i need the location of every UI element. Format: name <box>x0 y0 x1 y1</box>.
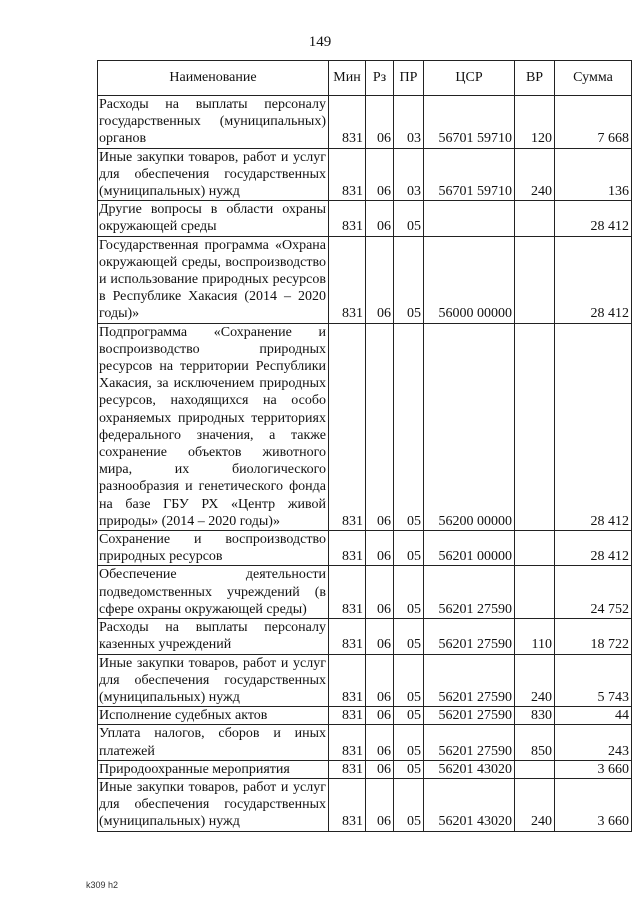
row-vr: 120 <box>515 96 555 149</box>
row-name: Исполнение судебных актов <box>98 707 329 725</box>
table-row <box>98 323 632 530</box>
row-min: 831 <box>329 778 366 831</box>
row-rz: 06 <box>366 531 394 566</box>
row-rz: 06 <box>366 96 394 149</box>
header-sum: Сумма <box>555 61 632 96</box>
row-min: 831 <box>329 201 366 236</box>
row-vr: 240 <box>515 148 555 201</box>
table-row <box>98 96 632 149</box>
row-sum: 24 752 <box>555 566 632 619</box>
row-rz: 06 <box>366 725 394 760</box>
table-header-row <box>98 61 632 96</box>
row-min: 831 <box>329 531 366 566</box>
header-rz: Рз <box>366 61 394 96</box>
row-rz: 06 <box>366 148 394 201</box>
header-min: Мин <box>329 61 366 96</box>
row-csr: 56201 00000 <box>424 531 515 566</box>
row-min: 831 <box>329 566 366 619</box>
row-vr: 240 <box>515 778 555 831</box>
row-vr <box>515 323 555 530</box>
row-name: Сохранение и воспроизводство природных ресурсов <box>98 531 329 566</box>
row-pr: 05 <box>394 760 424 778</box>
row-csr: 56201 43020 <box>424 760 515 778</box>
footer-code: k309 h2 <box>86 880 119 890</box>
row-rz: 06 <box>366 201 394 236</box>
table-row <box>98 725 632 760</box>
table-row <box>98 707 632 725</box>
row-sum: 18 722 <box>555 619 632 654</box>
row-csr: 56701 59710 <box>424 148 515 201</box>
row-vr <box>515 201 555 236</box>
header-pr: ПР <box>394 61 424 96</box>
row-name: Расходы на выплаты персоналу казенных учреждений <box>98 619 329 654</box>
table-row <box>98 236 632 323</box>
page-number: 149 <box>308 34 332 50</box>
row-sum: 3 660 <box>555 778 632 831</box>
header-vr: ВР <box>515 61 555 96</box>
row-sum: 3 660 <box>555 760 632 778</box>
row-csr: 56201 27590 <box>424 566 515 619</box>
row-pr: 05 <box>394 201 424 236</box>
row-rz: 06 <box>366 707 394 725</box>
row-vr <box>515 236 555 323</box>
row-csr: 56201 27590 <box>424 725 515 760</box>
row-pr: 05 <box>394 778 424 831</box>
row-pr: 05 <box>394 236 424 323</box>
row-min: 831 <box>329 725 366 760</box>
table-row <box>98 531 632 566</box>
table-row <box>98 201 632 236</box>
row-name: Иные закупки товаров, работ и услуг для обеспечения государственных (муниципальных) нужд <box>98 778 329 831</box>
table-row <box>98 760 632 778</box>
row-name: Уплата налогов, сборов и иных платежей <box>98 725 329 760</box>
row-name: Природоохранные мероприятия <box>98 760 329 778</box>
row-vr <box>515 760 555 778</box>
row-name: Расходы на выплаты персоналу государственных (муниципальных) органов <box>98 96 329 149</box>
row-csr: 56201 43020 <box>424 778 515 831</box>
row-sum: 136 <box>555 148 632 201</box>
row-pr: 05 <box>394 619 424 654</box>
row-pr: 05 <box>394 323 424 530</box>
table-row <box>98 654 632 707</box>
row-sum: 28 412 <box>555 236 632 323</box>
row-min: 831 <box>329 323 366 530</box>
row-min: 831 <box>329 236 366 323</box>
row-name: Обеспечение деятельности подведомственных учреждений (в сфере охраны окружающей среды) <box>98 566 329 619</box>
row-vr: 830 <box>515 707 555 725</box>
row-csr <box>424 201 515 236</box>
row-csr: 56201 27590 <box>424 707 515 725</box>
row-sum: 5 743 <box>555 654 632 707</box>
row-vr: 240 <box>515 654 555 707</box>
row-min: 831 <box>329 760 366 778</box>
row-csr: 56000 00000 <box>424 236 515 323</box>
budget-table <box>97 60 632 832</box>
row-min: 831 <box>329 654 366 707</box>
header-csr: ЦСР <box>424 61 515 96</box>
row-sum: 44 <box>555 707 632 725</box>
row-name: Подпрограмма «Сохранение и воспроизводство природных ресурсов на территории Республики Хакасия, за исключением природных ресурсов, находящихся на особо охраняемых природных территориях федерального значения, а также сохранение объектов животного мира, их биологического разнообразия и генетического фонда на базе ГБУ РХ «Центр живой природы» (2014 – 2020 годы)» <box>98 323 329 530</box>
table-row <box>98 148 632 201</box>
row-sum: 28 412 <box>555 531 632 566</box>
row-pr: 05 <box>394 725 424 760</box>
row-rz: 06 <box>366 236 394 323</box>
row-name: Государственная программа «Охрана окружающей среды, воспроизводство и использование природных ресурсов в Республике Хакасия (2014 – 2020 годы)» <box>98 236 329 323</box>
table-row <box>98 778 632 831</box>
row-csr: 56201 27590 <box>424 619 515 654</box>
row-vr: 110 <box>515 619 555 654</box>
row-rz: 06 <box>366 323 394 530</box>
table-row <box>98 619 632 654</box>
row-vr <box>515 566 555 619</box>
row-csr: 56701 59710 <box>424 96 515 149</box>
row-csr: 56201 27590 <box>424 654 515 707</box>
row-pr: 05 <box>394 531 424 566</box>
row-min: 831 <box>329 707 366 725</box>
row-rz: 06 <box>366 619 394 654</box>
row-sum: 7 668 <box>555 96 632 149</box>
row-csr: 56200 00000 <box>424 323 515 530</box>
row-rz: 06 <box>366 566 394 619</box>
row-sum: 28 412 <box>555 201 632 236</box>
row-name: Иные закупки товаров, работ и услуг для обеспечения государственных (муниципальных) нужд <box>98 654 329 707</box>
row-pr: 03 <box>394 148 424 201</box>
row-rz: 06 <box>366 654 394 707</box>
row-pr: 03 <box>394 96 424 149</box>
row-min: 831 <box>329 619 366 654</box>
row-pr: 05 <box>394 654 424 707</box>
row-name: Иные закупки товаров, работ и услуг для обеспечения государственных (муниципальных) нужд <box>98 148 329 201</box>
row-min: 831 <box>329 96 366 149</box>
row-name: Другие вопросы в области охраны окружающей среды <box>98 201 329 236</box>
row-vr: 850 <box>515 725 555 760</box>
row-rz: 06 <box>366 778 394 831</box>
row-rz: 06 <box>366 760 394 778</box>
row-sum: 243 <box>555 725 632 760</box>
row-vr <box>515 531 555 566</box>
header-name: Наименование <box>98 61 329 96</box>
table-row <box>98 566 632 619</box>
row-min: 831 <box>329 148 366 201</box>
row-pr: 05 <box>394 707 424 725</box>
row-sum: 28 412 <box>555 323 632 530</box>
row-pr: 05 <box>394 566 424 619</box>
